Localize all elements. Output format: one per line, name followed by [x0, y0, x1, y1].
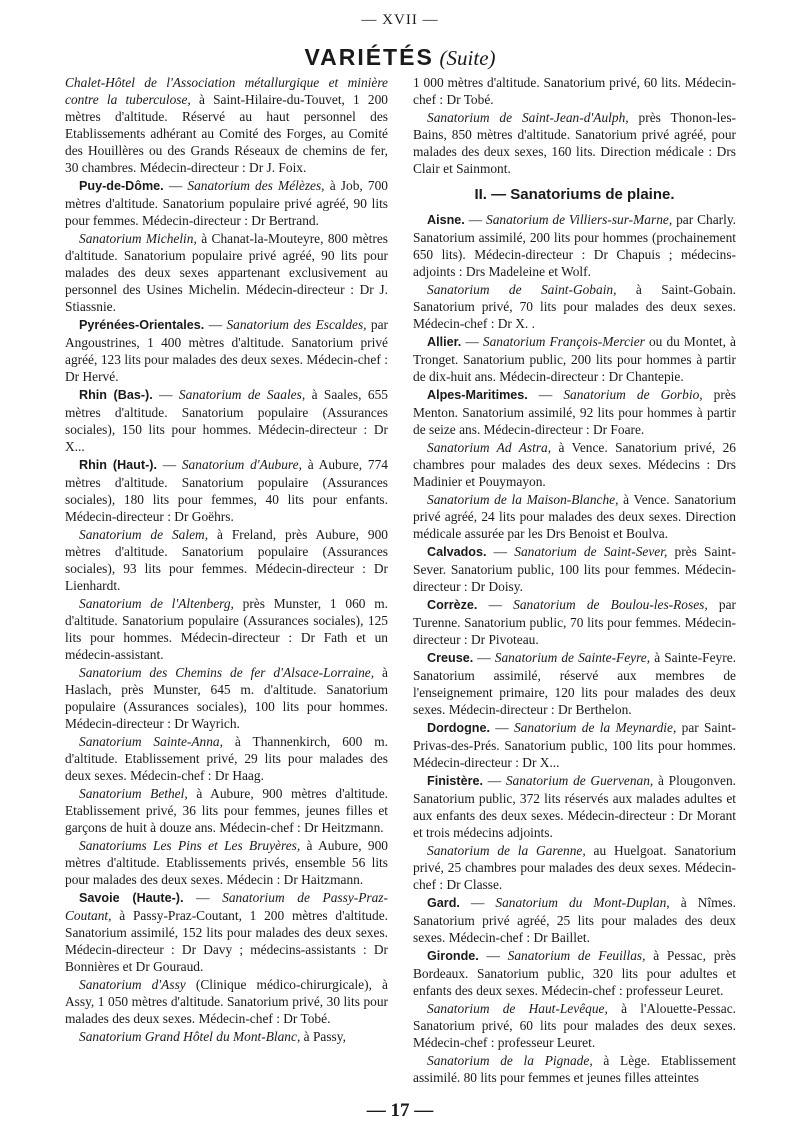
- institution-name: Sanatorium de Gorbio,: [563, 387, 703, 402]
- region-name: Savoie (Haute-).: [79, 891, 184, 905]
- institution-name: Chalet-Hôtel de l'Association métallurgique et minière contre la tuberculose,: [65, 75, 388, 107]
- entry-paragraph: [65, 230, 388, 315]
- entry-paragraph: Creuse. — Sanatorium de Sainte-Feyre, à Sainte-Feyre. Sanatorium assimilé, réservé aux membres de l'enseignement primaire, 120 lits pour malades des deux sexes. Médecin-directeur : Dr Berthelon.: [413, 650, 736, 717]
- entry-text: ou du Montet, à Tronget. Sanatorium public, 200 lits pour hommes à partir de dix-huit ans. Médecin-directeur : Dr Chantepie.: [413, 334, 736, 384]
- entry-paragraph: Rhin (Bas-). — Sanatorium de Saales, à Saales, 655 mètres d'altitude. Sanatorium populaire (Assurances sociales), 150 lits pour hommes. Médecin-directeur : Dr X...: [65, 387, 388, 454]
- entry-paragraph: [65, 785, 388, 836]
- entry-paragraph: Savoie (Haute-). — Sanatorium de Passy-Praz-Coutant, à Passy-Praz-Coutant, 1 200 mètres d'altitude. Sanatorium assimilé, 152 lits pour malades des deux sexes. Médecin-directeur : Dr Davy ; médecins-assistants : Dr Bonnières et Dr Gouraud.: [65, 890, 388, 974]
- entry-text: à Passy-Praz-Coutant, 1 200 mètres d'altitude. Sanatorium assimilé, 152 lits pour malades des deux sexes. Médecin-directeur : Dr Davy ; médecins-assistants : Dr Bonnières et Dr Gouraud.: [65, 908, 388, 974]
- entry-text: à Aubure, 900 mètres d'altitude. Etablissements privés, ensemble 56 lits pour malades des deux sexes. Médecin : Dr Haitzmann.: [65, 838, 388, 887]
- entry-text: à Passy,: [300, 1029, 346, 1044]
- entry-paragraph: [413, 439, 736, 490]
- region-name: Alpes-Maritimes.: [427, 388, 528, 402]
- entry-paragraph: Gironde. — Sanatorium de Feuillas, à Pessac, près Bordeaux. Sanatorium public, 320 lits pour adultes et enfants des deux sexes. Médecin-chef : professeur Leuret.: [413, 948, 737, 998]
- entry-paragraph: Rhin (Haut-). — Sanatorium d'Aubure, à Aubure, 774 mètres d'altitude. Sanatorium populaire (Assurances sociales), 180 lits pour femmes, 40 lits pour enfants. Médecin-directeur : Dr Goëhrs.: [65, 457, 388, 524]
- entry-text: à Saint-Hilaire-du-Touvet, 1 200 mètres d'altitude. Réservé au haut personnel des Etablissements adhérant au Comité des Forges, au Comité des Houillères ou des Grands Réseaux de chemins de fer, 30 chambres. Médecin-directeur : Dr J. Foix.: [65, 92, 388, 175]
- institution-name: Sanatorium d'Assy: [79, 977, 186, 992]
- entry-paragraph: [65, 526, 388, 594]
- entry-paragraph: [413, 491, 736, 542]
- institution-name: Sanatorium Sainte-Anna,: [79, 734, 223, 749]
- right-column-part-1: [413, 74, 736, 177]
- institution-name: Sanatorium François-Mercier: [482, 334, 645, 349]
- entry-text: à l'Alouette-Pessac. Sanatorium privé, 60 lits pour malades des deux sexes. Médecin-chef : professeur Leuret.: [413, 1001, 737, 1050]
- institution-name: Sanatorium de Sainte-Feyre,: [494, 650, 651, 665]
- entry-text: à Chanat-la-Mouteyre, 800 mètres d'altitude. Sanatorium populaire privé agréé, 90 lits pour malades des deux sexes appartenant exclusivement au personnel des Usines Michelin. Médecin-directeur : Dr J. Stiassnie.: [65, 231, 388, 314]
- entry-paragraph: [413, 281, 736, 332]
- region-name: Calvados.: [427, 545, 487, 559]
- entry-paragraph: [65, 595, 388, 663]
- page-title: [0, 44, 800, 71]
- page-number: — 17 —: [366, 1100, 434, 1121]
- institution-name: Sanatorium des Escaldes,: [226, 317, 367, 332]
- institution-name: Sanatoriums Les Pins et Les Bruyères,: [79, 838, 301, 853]
- institution-name: Sanatorium Ad Astra,: [427, 440, 552, 455]
- running-header: — XVII —: [361, 12, 439, 28]
- entry-text: à Sainte-Feyre. Sanatorium assimilé, réservé aux membres de l'enseignement primaire, 120 lits pour malades des deux sexes. Médecin-directeur : Dr Berthelon.: [413, 650, 736, 717]
- entry-text: par Turenne. Sanatorium public, 70 lits pour femmes. Médecin-directeur : Dr Pivoteau.: [413, 597, 736, 647]
- entry-text: par Angoustrines, 1 400 mètres d'altitude. Sanatorium privé agréé, 123 lits pour malades des deux sexes. Médecin-chef : Dr Hervé.: [65, 317, 388, 384]
- entry-text: à Job, 700 mètres d'altitude. Sanatorium populaire privé agréé, 90 lits pour femmes. Médecin-directeur : Dr Bertrand.: [65, 178, 388, 228]
- entry-paragraph: Pyrénées-Orientales. — Sanatorium des Escaldes, par Angoustrines, 1 400 mètres d'altitude. Sanatorium privé agréé, 123 lits pour malades des deux sexes. Médecin-chef : Dr Hervé.: [65, 317, 388, 384]
- entry-paragraph: Puy-de-Dôme. — Sanatorium des Mélèzes, à Job, 700 mètres d'altitude. Sanatorium populaire privé agréé, 90 lits pour femmes. Médecin-directeur : Dr Bertrand.: [65, 178, 388, 228]
- region-name: Allier.: [427, 335, 462, 349]
- entry-text: à Haslach, près Munster, 645 m. d'altitude. Sanatorium populaire (Assurances sociales), 100 lits pour hommes. Médecin-directeur : Dr Wayrich.: [65, 665, 388, 731]
- entry-paragraph: Aisne. — Sanatorium de Villiers-sur-Marne, par Charly. Sanatorium assimilé, 200 lits pour hommes (prochainement 650 lits). Médecin-directeur : Dr Chapuis ; médecins-adjoints : Drs Madeleine et Wolf.: [413, 212, 737, 279]
- section-heading: II. — Sanatoriums de plaine.: [474, 186, 675, 203]
- entry-paragraph: [413, 1052, 736, 1086]
- institution-name: Sanatorium Bethel,: [79, 786, 188, 801]
- institution-name: Sanatorium de l'Altenberg,: [79, 596, 234, 611]
- title-main: VARIÉTÉS: [304, 44, 434, 70]
- institution-name: Sanatorium de Salem,: [79, 527, 209, 542]
- region-name: Pyrénées-Orientales.: [79, 318, 205, 332]
- entry-text: par Charly. Sanatorium assimilé, 200 lits pour hommes (prochainement 650 lits). Médecin-directeur : Dr Chapuis ; médecins-adjoints : Drs Madeleine et Wolf.: [413, 212, 737, 279]
- institution-name: Sanatorium de Guervenan,: [505, 773, 654, 788]
- entry-paragraph: Dordogne. — Sanatorium de la Meynardie, par Saint-Privas-des-Prés. Sanatorium public, 100 lits pour hommes. Médecin-directeur : Dr X...: [413, 720, 737, 770]
- entry-text: à Saales, 655 mètres d'altitude. Sanatorium populaire (Assurances sociales), 150 lits pour hommes. Médecin-directeur : Dr X...: [65, 387, 388, 454]
- entry-text: à Vence. Sanatorium privé agréé, 24 lits pour malades des deux sexes. Direction médicale assurée par les Drs Benoist et Boulva.: [413, 492, 736, 541]
- region-name: Aisne.: [427, 213, 465, 227]
- institution-name: Sanatorium de Villiers-sur-Marne,: [486, 212, 673, 227]
- region-name: Gard.: [427, 896, 460, 910]
- region-name: Dordogne.: [427, 721, 490, 735]
- left-column: [65, 74, 388, 1046]
- institution-name: Sanatorium de la Pignade,: [427, 1053, 593, 1068]
- entry-paragraph: [65, 976, 388, 1027]
- institution-name: Sanatorium de Boulou-les-Roses,: [513, 597, 708, 612]
- entry-paragraph: [65, 74, 388, 176]
- entry-text: à Saint-Gobain. Sanatorium privé, 70 lits pour malades des deux sexes. Médecin-chef : Dr X. .: [413, 282, 736, 331]
- entry-text: près Munster, 1 060 m. d'altitude. Sanatorium populaire (Assurances sociales), 125 lits pour hommes. Médecin-directeur : Dr Fath et un médecin-assistant.: [65, 596, 388, 662]
- institution-name: Sanatorium de la Maison-Blanche,: [427, 492, 619, 507]
- institution-name: Sanatorium Grand Hôtel du Mont-Blanc,: [79, 1029, 301, 1044]
- entry-paragraph: [413, 1000, 736, 1051]
- entry-text: à Aubure, 774 mètres d'altitude. Sanatorium populaire (Assurances sociales), 180 lits pour femmes, 40 lits pour enfants. Médecin-directeur : Dr Goëhrs.: [65, 457, 388, 524]
- entry-text: à Nîmes. Sanatorium privé agréé, 25 lits pour malades des deux sexes. Médecin-chef : Dr Baillet.: [413, 895, 736, 945]
- entry-text: près Menton. Sanatorium assimilé, 92 lits pour hommes à partir de seize ans. Médecin-directeur : Dr Foare.: [413, 387, 736, 437]
- entry-text: près Saint-Sever. Sanatorium public, 100 lits pour femmes. Médecin-directeur : Dr Doisy.: [413, 544, 736, 594]
- entry-text: à Aubure, 900 mètres d'altitude. Etablissement privé, 36 lits pour femmes, jeunes filles et garçons de huit à douze ans. Médecin-chef : Dr Heitzmann.: [65, 786, 388, 835]
- right-column-part-2: [413, 211, 736, 1086]
- institution-name: Sanatorium de Passy-Praz-Coutant,: [65, 890, 388, 923]
- entry-paragraph: Allier. — Sanatorium François-Mercier ou du Montet, à Tronget. Sanatorium public, 200 lits pour hommes à partir de dix-huit ans. Médecin-directeur : Dr Chantepie.: [413, 334, 736, 384]
- entry-paragraph: [65, 1028, 388, 1045]
- entry-text: à Lège. Etablissement assimilé. 80 lits pour femmes et jeunes filles atteintes: [413, 1053, 736, 1085]
- region-name: Corrèze.: [427, 598, 478, 612]
- institution-name: Sanatorium de Saales,: [178, 387, 306, 402]
- entry-text: à Vence. Sanatorium privé, 26 chambres pour malades des deux sexes. Médecins : Drs Madinier et Pouymayon.: [413, 440, 736, 489]
- institution-name: Sanatorium de la Garenne,: [427, 843, 586, 858]
- institution-name: Sanatorium de Saint-Jean-d'Aulph,: [427, 110, 629, 125]
- entry-paragraph: [65, 664, 388, 732]
- institution-name: Sanatorium d'Aubure,: [181, 457, 302, 472]
- institution-name: Sanatorium de Feuillas,: [507, 948, 646, 963]
- entry-text: (Clinique médico-chirurgicale), à Assy, 1 050 mètres d'altitude. Sanatorium privé, 30 lits pour malades des deux sexes. Médecin-chef : Dr Tobé.: [65, 977, 388, 1026]
- entry-paragraph: Corrèze. — Sanatorium de Boulou-les-Roses, par Turenne. Sanatorium public, 70 lits pour femmes. Médecin-directeur : Dr Pivoteau.: [413, 597, 736, 647]
- title-suite: (Suite): [439, 46, 496, 70]
- right-column: [413, 74, 736, 1087]
- region-name: Creuse.: [427, 651, 474, 665]
- entry-paragraph: [413, 74, 736, 108]
- institution-name: Sanatorium de Saint-Sever,: [514, 544, 668, 559]
- entry-text: au Huelgoat. Sanatorium privé, 25 chambres pour malades des deux sexes. Médecin-chef : Dr Classe.: [413, 843, 736, 892]
- region-name: Gironde.: [427, 949, 479, 963]
- entry-paragraph: [65, 837, 388, 888]
- entry-text: à Plougonven. Sanatorium public, 372 lits réservés aux malades adultes et aux enfants des deux sexes. Médecin-directeur : Dr Morant et trois médecins adjoints.: [413, 773, 737, 840]
- region-name: Rhin (Haut-).: [79, 458, 157, 472]
- entry-text: à Thannenkirch, 600 m. d'altitude. Etablissement privé, 29 lits pour malades des deux sexes. Médecin-chef : Dr Haag.: [65, 734, 388, 783]
- institution-name: Sanatorium de Saint-Gobain,: [427, 282, 617, 297]
- institution-name: Sanatorium du Mont-Duplan,: [495, 895, 670, 910]
- entry-text: par Saint-Privas-des-Prés. Sanatorium public, 100 lits pour hommes. Médecin-directeur : Dr X...: [413, 720, 737, 770]
- institution-name: Sanatorium Michelin,: [79, 231, 197, 246]
- region-name: Finistère.: [427, 774, 483, 788]
- region-name: Puy-de-Dôme.: [79, 179, 164, 193]
- entry-paragraph: [413, 842, 736, 893]
- entry-text: à Freland, près Aubure, 900 mètres d'altitude. Sanatorium populaire (Assurances sociales), 93 lits pour femmes. Médecin-directeur : Dr Lienhardt.: [65, 527, 388, 593]
- entry-paragraph: Calvados. — Sanatorium de Saint-Sever, près Saint-Sever. Sanatorium public, 100 lits pour femmes. Médecin-directeur : Dr Doisy.: [413, 544, 736, 594]
- entry-text: à Pessac, près Bordeaux. Sanatorium public, 320 lits pour adultes et enfants des deux sexes. Médecin-chef : professeur Leuret.: [413, 948, 737, 998]
- institution-name: Sanatorium des Mélèzes,: [187, 178, 325, 193]
- entry-text: près Thonon-les-Bains, 850 mètres d'altitude. Sanatorium privé agréé, pour malades des deux sexes, 160 lits. Direction médicale : Drs Clair et Sainmont.: [413, 110, 736, 176]
- entry-paragraph: Alpes-Maritimes. — Sanatorium de Gorbio, près Menton. Sanatorium assimilé, 92 lits pour hommes à partir de seize ans. Médecin-directeur : Dr Foare.: [413, 387, 736, 437]
- entry-paragraph: [413, 109, 736, 177]
- entry-paragraph: Finistère. — Sanatorium de Guervenan, à Plougonven. Sanatorium public, 372 lits réservés aux malades adultes et aux enfants des deux sexes. Médecin-directeur : Dr Morant et trois médecins adjoints.: [413, 773, 737, 840]
- entry-paragraph: [65, 733, 388, 784]
- region-name: Rhin (Bas-).: [79, 388, 153, 402]
- entry-text: 1 000 mètres d'altitude. Sanatorium privé, 60 lits. Médecin-chef : Dr Tobé.: [413, 75, 736, 107]
- institution-name: Sanatorium des Chemins de fer d'Alsace-Lorraine,: [79, 665, 375, 680]
- institution-name: Sanatorium de la Meynardie,: [513, 720, 677, 735]
- entry-paragraph: Gard. — Sanatorium du Mont-Duplan, à Nîmes. Sanatorium privé agréé, 25 lits pour malades des deux sexes. Médecin-chef : Dr Baillet.: [413, 895, 736, 945]
- institution-name: Sanatorium de Haut-Levêque,: [427, 1001, 608, 1016]
